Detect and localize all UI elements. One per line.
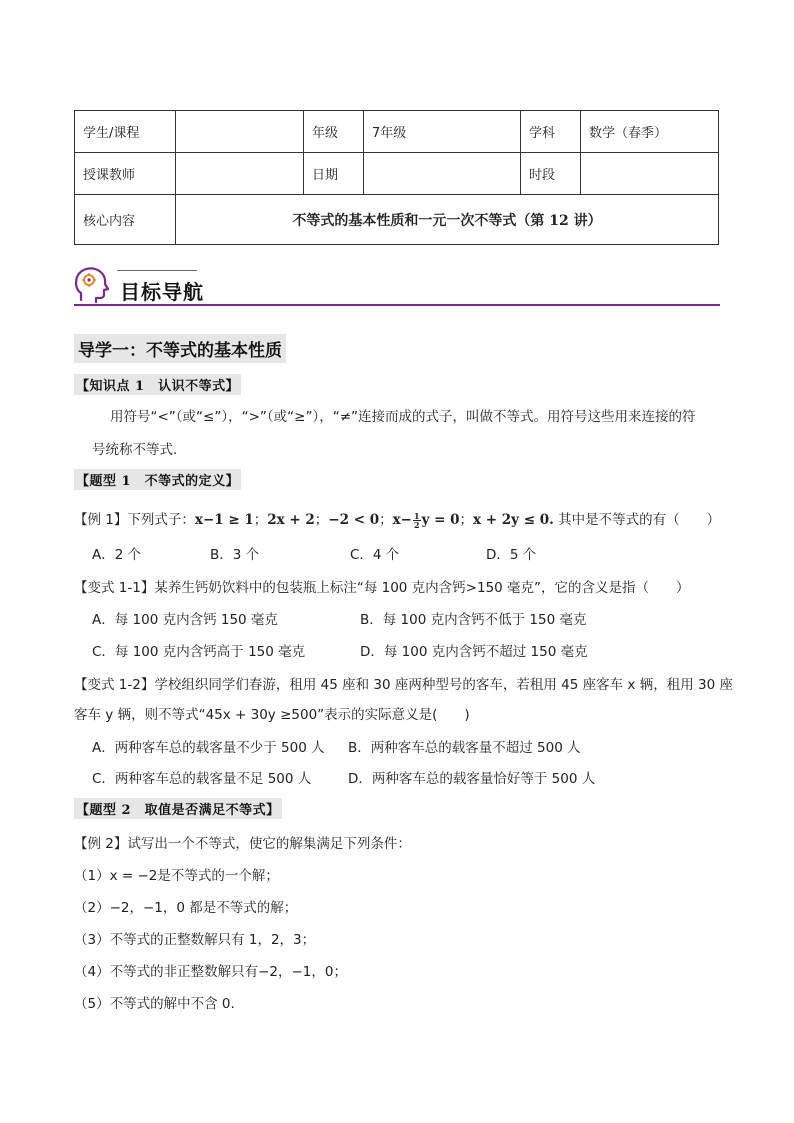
option-a: A．两种客车总的载客量不少于 500 人 — [92, 740, 325, 756]
option-b: B．两种客车总的载客量不超过 500 人 — [348, 740, 581, 756]
grade-label: 年级 — [304, 111, 364, 153]
stem-suffix: 其中是不等式的有（ ） — [553, 512, 721, 528]
math-expression: x− $\frac{1}{2}$ y = 0 — [392, 511, 460, 530]
stem-prefix: 下列式子： — [127, 512, 195, 528]
core-label: 核心内容 — [75, 195, 176, 245]
student-label: 学生/课程 — [75, 111, 176, 153]
knowledge-point-tag: 【知识点 1 认识不等式】 — [74, 374, 241, 395]
math-expression: x−1 ≥ 1 — [194, 512, 254, 528]
period-value — [581, 153, 719, 195]
list-item: （3）不等式的正整数解只有 1，2，3； — [74, 932, 316, 948]
math-expression: 2x + 2 — [267, 512, 315, 528]
nav-top-rule — [117, 270, 197, 271]
option-d: D．两种客车总的载客量恰好等于 500 人 — [348, 771, 596, 787]
example-2-stem — [74, 832, 411, 852]
knowledge-text-line1: 用符号“<”（或“≤”），“>”（或“≥”），“≠”连接而成的式子，叫做不等式。用符号这些用来连接的符 — [110, 409, 696, 425]
section-divider — [74, 304, 720, 306]
list-item: （4）不等式的非正整数解只有−2，−1，0； — [74, 964, 347, 980]
question-type-tag: 【题型 2 取值是否满足不等式】 — [74, 798, 282, 819]
student-value — [176, 111, 304, 153]
example-label: 【例 1】 — [74, 512, 128, 528]
subject-value: 数学（春季） — [581, 111, 719, 153]
variant-stem: 某养生钙奶饮料中的包装瓶上标注“每 100 克内含钙>150 毫克”，它的含义是指（ ） — [154, 580, 690, 596]
grade-value: 7年级 — [364, 111, 521, 153]
option-c: C．4 个 — [350, 547, 400, 563]
course-info-table — [74, 110, 719, 245]
table-row — [75, 153, 719, 195]
core-content: 不等式的基本性质和一元一次不等式（第 12 讲） — [176, 195, 719, 245]
variant-label: 【变式 1-1】 — [74, 580, 155, 596]
variant-stem: 学校组织同学们春游，租用 45 座和 30 座两种型号的客车，若租用 45 座客车 x 辆，租用 30 座 — [154, 677, 733, 693]
question-type-tag: 【题型 1 不等式的定义】 — [74, 469, 241, 490]
list-item: （5）不等式的解中不含 0. — [74, 996, 235, 1012]
variant-1-2-stem-line2: 客车 y 辆，则不等式“45x + 30y ≥500”表示的实际意义是( ) — [74, 707, 470, 723]
example-1-stem: 【例 1】下列式子：x−1 ≥ 1；2x + 2；−2 < 0；x− $\frac{1}{2}$ y = 0；x + 2y ≤ 0. 其中是不等式的有（ ） — [74, 511, 721, 530]
variant-1-2-stem-line1 — [74, 673, 733, 693]
option-d: D．5 个 — [486, 547, 537, 563]
example-label: 【例 2】 — [74, 836, 128, 852]
brain-head-icon — [73, 266, 109, 304]
option-c: C．每 100 克内含钙高于 150 毫克 — [92, 644, 306, 660]
math-expression: x + 2y ≤ 0. — [473, 512, 554, 528]
option-b: B．每 100 克内含钙不低于 150 毫克 — [360, 612, 587, 628]
table-row — [75, 195, 719, 245]
date-label: 日期 — [304, 153, 364, 195]
teacher-value — [176, 153, 304, 195]
option-c: C．两种客车总的载客量不足 500 人 — [92, 771, 312, 787]
option-a: A．每 100 克内含钙 150 毫克 — [92, 612, 278, 628]
option-b: B．3 个 — [210, 547, 260, 563]
list-item: （1）x = −2是不等式的一个解； — [74, 868, 279, 884]
list-item: （2）−2，−1，0 都是不等式的解； — [74, 900, 298, 916]
option-d: D．每 100 克内含钙不超过 150 毫克 — [360, 644, 588, 660]
example-stem: 试写出一个不等式，使它的解集满足下列条件： — [127, 836, 411, 852]
math-expression: −2 < 0 — [328, 512, 380, 528]
period-label: 时段 — [521, 153, 581, 195]
guide-title: 导学一：不等式的基本性质 — [74, 334, 286, 363]
teacher-label: 授课教师 — [75, 153, 176, 195]
variant-1-1-stem — [74, 576, 690, 596]
section-title: 目标导航 — [120, 280, 204, 304]
date-value — [364, 153, 521, 195]
table-row — [75, 111, 719, 153]
subject-label: 学科 — [521, 111, 581, 153]
variant-label: 【变式 1-2】 — [74, 677, 155, 693]
knowledge-text-line2: 号统称不等式. — [92, 442, 178, 458]
option-a: A．2 个 — [92, 547, 142, 563]
